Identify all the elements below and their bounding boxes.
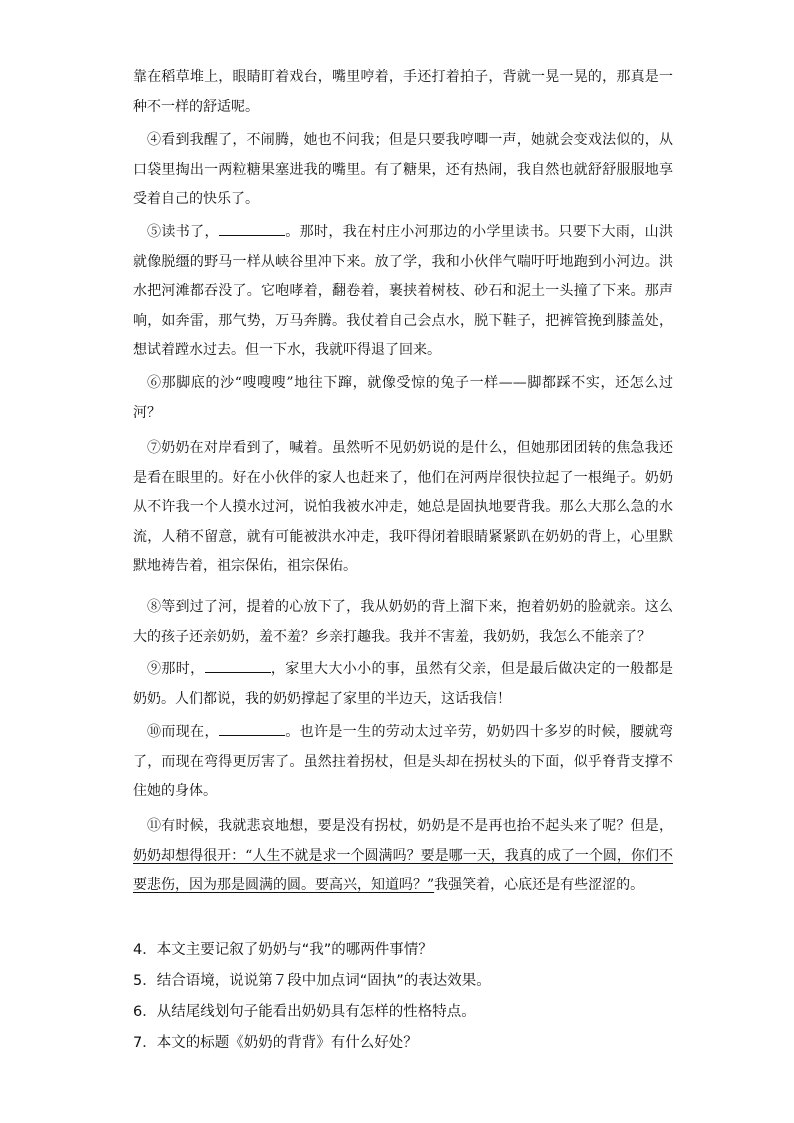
- fill-blank-3: [219, 721, 285, 736]
- question-4: 4．本文主要记叙了奶奶与“我”的哪两件事情？: [133, 942, 433, 958]
- paragraph-11: [133, 812, 673, 901]
- paragraph-6: ⑥那脚底的沙“嗖嗖嗖”地往下蹿，就像受惊的兔子一样——脚都踩不实，还怎么过河？: [133, 375, 673, 421]
- underlined-sentence: 奶奶却想得很开：“人生不就是求一个圆满吗？要是哪一天，我真的成了一个圆，你们不要悲伤，因为那是圆满的圆。要高兴，知道吗？”: [133, 847, 673, 893]
- paragraph-10-rest: 。也许是一生的劳动太过辛劳，奶奶四十多岁的时候，腰就弯了，而现在弯得更厉害了。虽然拄着拐杖，但是头却在拐杖头的下面，似乎脊背支撑不住她的身体。: [133, 724, 673, 799]
- paragraph-5: [133, 218, 673, 366]
- paragraph-3-continued: 靠在稻草堆上，眼睛盯着戏台，嘴里哼着，手还打着拍子，背就一晃一晃的，那真是一种不一样的舒适呢。: [133, 69, 673, 115]
- question-5: 5．结合语境，说说第７段中加点词“固执”的表达效果。: [133, 973, 491, 989]
- paragraph-11-rest: 我强笑着，心底还是有些涩涩的。: [434, 877, 645, 893]
- paragraph-10: [133, 718, 673, 807]
- paragraph-7: ⑦奶奶在对岸看到了，喊着。虽然听不见奶奶说的是什么，但她那团团转的焦急我还是看在眼里的。好在小伙伴的家人也赶来了，他们在河两岸很快拉起了一根绳子。奶奶从不许我一个人摸水过河，说怕我被水冲走，她总是固执地要背我。那么大那么急的水流，人稍不留意，就有可能被洪水冲走，我吓得闭着眼睛紧紧趴在奶奶的背上，心里默默地祷告着，祖宗保佑，祖宗保佑。: [133, 440, 673, 574]
- question-7: 7．本文的标题《奶奶的背背》有什么好处？: [133, 1035, 418, 1051]
- question-6: 6．从结尾线划句子能看出奶奶具有怎样的性格特点。: [133, 1004, 476, 1020]
- paragraph-10-start: ⑩而现在，: [147, 724, 219, 740]
- paragraph-4: ④看到我醒了，不闹腾，她也不问我；但是只要我哼唧一声，她就会变戏法似的，从口袋里掏出一两粒糖果塞进我的嘴里。有了糖果，还有热闹，我自然也就舒舒服服地享受着自己的快乐了。: [133, 132, 673, 207]
- paragraph-5-start: ⑤读书了，: [147, 224, 219, 240]
- paragraph-9-rest: ，家里大大小小的事，虽然有父亲，但是最后做决定的一般都是奶奶。人们都说，我的奶奶撑起了家里的半边天，这话我信！: [133, 661, 673, 707]
- paragraph-9: [133, 655, 673, 714]
- paragraph-5-rest: 。那时，我在村庄小河那边的小学里读书。只要下大雨，山洪就像脱缰的野马一样从峡谷里冲下来。放了学，我和小伙伴气喘吁吁地跑到小河边。洪水把河滩都吞没了。它咆哮着，翻卷着，裹挟着树枝、砂石和泥土一头撞了下来。那声响，如奔雷，那气势，万马奔腾。我仗着自己会点水，脱下鞋子，把裤管挽到膝盖处，想试着蹚水过去。但一下水，我就吓得退了回来。: [133, 224, 673, 358]
- paragraph-11-start: ⑪有时候，我就悲哀地想，要是没有拐杖，奶奶是不是再也抬不起头来了呢？但是，: [147, 818, 673, 834]
- fill-blank-2: [205, 658, 271, 673]
- fill-blank-1: [219, 221, 285, 236]
- paragraph-9-start: ⑨那时，: [147, 661, 205, 677]
- paragraph-8: ⑧等到过了河，提着的心放下了，我从奶奶的背上溜下来，抱着奶奶的脸就亲。这么大的孩子还亲奶奶，羞不羞？乡亲打趣我。我并不害羞，我奶奶，我怎么不能亲了？: [133, 599, 673, 645]
